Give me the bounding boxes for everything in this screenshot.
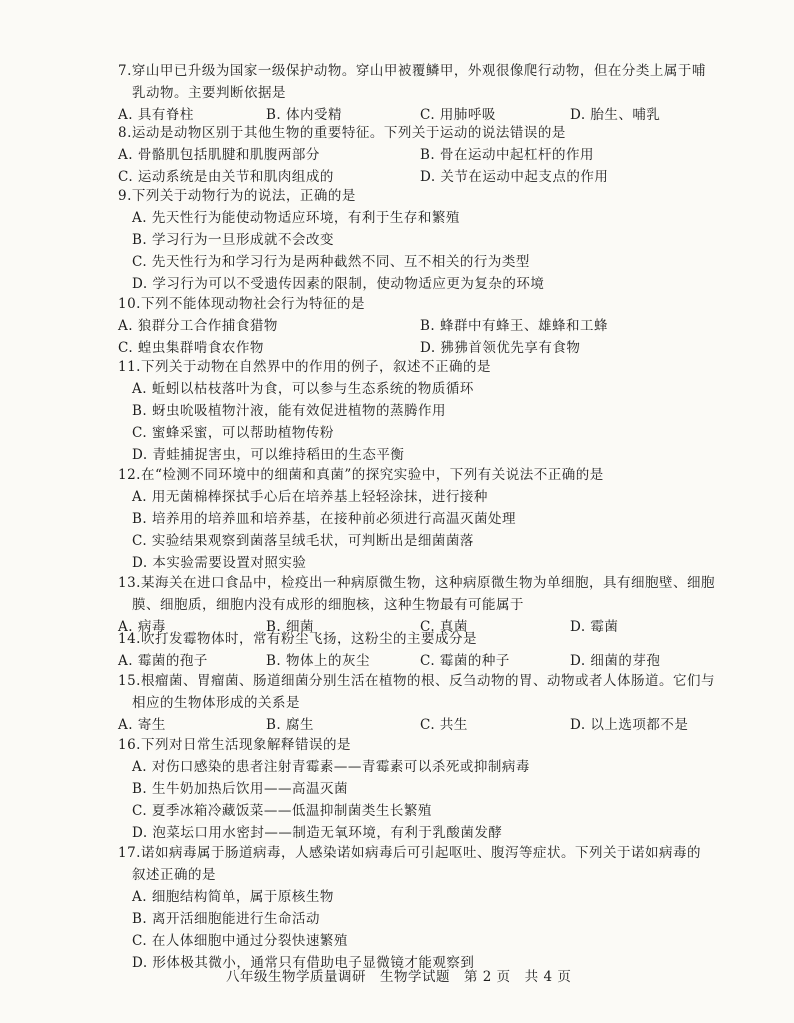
option-c: C. 夏季冰箱冷藏饭菜——低温抑制菌类生长繁殖 <box>132 803 432 819</box>
question-stem: 17.诺如病毒属于肠道病毒，人感染诺如病毒后可引起呕吐、腹泻等症状。下列关于诺如病毒的 <box>118 845 701 861</box>
option-c: C. 霉菌的种子 <box>420 653 510 669</box>
question-stem: 15.根瘤菌、胃瘤菌、肠道细菌分别生活在植物的根、反刍动物的胃、动物或者人体肠道。它们与 <box>118 673 715 689</box>
question-stem-continued: 乳动物。主要判断依据是 <box>132 85 286 101</box>
option-a: A. 先天性行为能使动物适应环境，有利于生存和繁殖 <box>132 210 460 226</box>
question-14 <box>118 628 778 672</box>
option-c: C. 运动系统是由关节和肌肉组成的 <box>118 169 334 185</box>
option-a: A. 狼群分工合作捕食猎物 <box>118 318 278 334</box>
option-d: D. 青蛙捕捉害虫，可以维持稻田的生态平衡 <box>132 447 405 463</box>
question-10 <box>118 293 778 359</box>
option-b: B. 腐生 <box>266 717 315 733</box>
option-b: B. 培养用的培养皿和培养基，在接种前必须进行高温灭菌处理 <box>132 511 517 527</box>
question-stem-continued: 膜、细胞质，细胞内没有成形的细胞核，这种生物最有可能属于 <box>132 597 524 613</box>
question-9 <box>118 185 778 295</box>
question-8 <box>118 122 778 188</box>
option-c: C. 在人体细胞中通过分裂快速繁殖 <box>132 933 348 949</box>
option-d: D. 细菌的芽孢 <box>570 653 661 669</box>
question-stem: 9.下列关于动物行为的说法，正确的是 <box>118 188 356 204</box>
question-7 <box>118 60 778 126</box>
option-a: A. 对伤口感染的患者注射青霉素——青霉素可以杀死或抑制病毒 <box>132 759 530 775</box>
question-stem-continued: 相应的生物体形成的关系是 <box>132 695 300 711</box>
option-b: B. 蜂群中有蜂王、雄蜂和工蜂 <box>420 318 609 334</box>
option-a: A. 蚯蚓以枯枝落叶为食，可以参与生态系统的物质循环 <box>132 381 474 397</box>
option-d: D. 本实验需要设置对照实验 <box>132 555 307 571</box>
option-d: D. 学习行为可以不受遗传因素的限制，使动物适应更为复杂的环境 <box>132 276 545 292</box>
question-stem: 12.在“检测不同环境中的细菌和真菌”的探究实验中，下列有关说法不正确的是 <box>118 467 604 483</box>
question-17 <box>118 842 778 974</box>
option-row <box>118 144 778 166</box>
option-row <box>118 650 778 672</box>
option-a: A. 细胞结构简单，属于原核生物 <box>132 889 334 905</box>
option-c: C. 蝗虫集群啃食农作物 <box>118 340 264 356</box>
option-b: B. 蚜虫吮吸植物汁液，能有效促进植物的蒸腾作用 <box>132 403 447 419</box>
option-c: C. 先天性行为和学习行为是两种截然不同、互不相关的行为类型 <box>132 254 530 270</box>
question-stem: 16.下列对日常生活现象解释错误的是 <box>118 737 351 753</box>
option-a: A. 骨骼肌包括肌腱和肌腹两部分 <box>118 147 320 163</box>
option-b: B. 体内受精 <box>266 107 343 123</box>
option-c: C. 真菌 <box>420 619 468 635</box>
option-a: A. 寄生 <box>118 717 166 733</box>
option-b: B. 物体上的灰尘 <box>266 653 371 669</box>
question-stem: 8.运动是动物区别于其他生物的重要特征。下列关于运动的说法错误的是 <box>118 125 566 141</box>
option-b: B. 骨在运动中起杠杆的作用 <box>420 147 595 163</box>
question-stem: 14.吹打发霉物体时，常有粉尘飞扬，这粉尘的主要成分是 <box>118 631 477 647</box>
option-a: A. 具有脊柱 <box>118 107 194 123</box>
question-12 <box>118 464 778 574</box>
option-b: B. 学习行为一旦形成就不会改变 <box>132 232 335 248</box>
option-d: D. 关节在运动中起支点的作用 <box>420 169 609 185</box>
option-d: D. 霉菌 <box>570 619 619 635</box>
option-c: C. 共生 <box>420 717 468 733</box>
question-stem: 13.某海关在进口食品中，检疫出一种病原微生物，这种病原微生物为单细胞，具有细胞壁、细胞 <box>118 575 715 591</box>
option-b: B. 细菌 <box>266 619 315 635</box>
option-b: B. 生牛奶加热后饮用——高温灭菌 <box>132 781 349 797</box>
question-stem: 7.穿山甲已升级为国家一级保护动物。穿山甲被覆鳞甲，外观很像爬行动物，但在分类上属于哺 <box>118 63 706 79</box>
question-stem: 10.下列不能体现动物社会行为特征的是 <box>118 296 365 312</box>
option-a: A. 霉菌的孢子 <box>118 653 208 669</box>
option-c: C. 蜜蜂采蜜，可以帮助植物传粉 <box>132 425 334 441</box>
question-stem-continued: 叙述正确的是 <box>132 867 216 883</box>
option-d: D. 狒狒首领优先享有食物 <box>420 340 581 356</box>
option-a: A. 用无菌棉棒探拭手心后在培养基上轻轻涂抹，进行接种 <box>132 489 488 505</box>
page-footer: 八年级生物学质量调研 生物学试题 第 2 页 共 4 页 <box>226 969 572 985</box>
option-row <box>118 315 778 337</box>
option-d: D. 泡菜坛口用水密封——制造无氧环境，有利于乳酸菌发酵 <box>132 825 503 841</box>
option-d: D. 形体极其微小，通常只有借助电子显微镜才能观察到 <box>132 955 475 971</box>
question-stem: 11.下列关于动物在自然界中的作用的例子，叙述不正确的是 <box>118 359 491 375</box>
question-15 <box>118 670 778 736</box>
option-d: D. 以上选项都不是 <box>570 717 689 733</box>
option-d: D. 胎生、哺乳 <box>570 107 661 123</box>
option-a: A. 病毒 <box>118 619 166 635</box>
question-16 <box>118 734 778 844</box>
option-c: C. 用肺呼吸 <box>420 107 496 123</box>
option-c: C. 实验结果观察到菌落呈绒毛状，可判断出是细菌菌落 <box>132 533 474 549</box>
option-b: B. 离开活细胞能进行生命活动 <box>132 911 321 927</box>
option-row <box>118 714 778 736</box>
question-11 <box>118 356 778 466</box>
